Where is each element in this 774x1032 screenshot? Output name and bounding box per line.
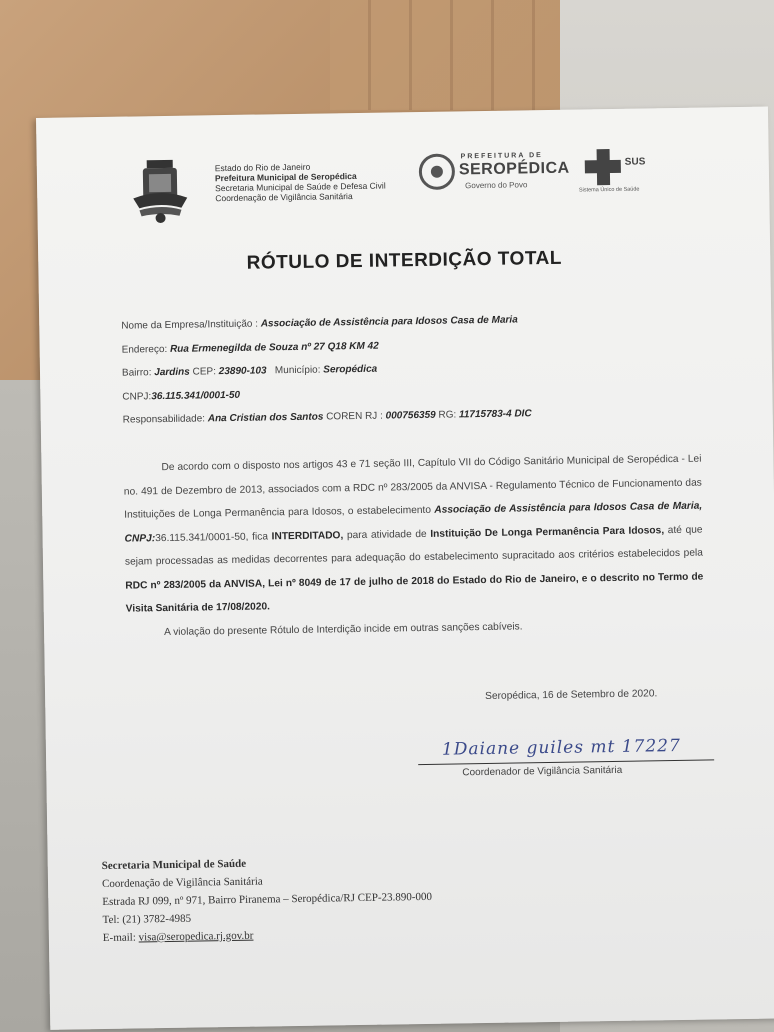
p1-legal-refs: RDC nº 283/2005 da ANVISA, Lei nº 8049 de 17 de julho de 2018 do Estado do Rio de Janeiro, e o descrito no Termo de Visita Sanitária de 17/08/2020. [125,571,704,615]
bairro-value: Jardins [154,366,190,379]
email-link[interactable]: visa@seropedica.rj.gov.br [138,929,254,944]
document-title: RÓTULO DE INTERDIÇÃO TOTAL [246,247,563,274]
header-prefeitura: Prefeitura Municipal de Seropédica [214,170,357,184]
p1-cnpj: 36.115.341/0001-50, fica [155,530,269,544]
municipio-label: Município: [274,364,321,377]
p1-establishment: Associação de Assistência para Idosos Casa de Maria, CNPJ: [124,500,703,545]
empresa-value: Associação de Assistência para Idosos Casa de Maria [260,314,518,330]
header-secretaria: Secretaria Municipal de Saúde e Defesa Civil [215,180,386,194]
document-page [36,107,774,1030]
p1-interditado: INTERDITADO, [271,529,344,542]
folder-background [330,0,560,110]
handwritten-signature: 1Daiane guiles mt 17227 [441,735,682,760]
email-label: E-mail: [102,931,136,945]
empresa-label: Nome da Empresa/Instituição : [121,318,259,332]
bairro-label: Bairro: [121,367,152,379]
interdiction-text [123,448,704,645]
header-state: Estado do Rio de Janeiro [214,161,311,174]
logo-top-text: PREFEITURA DE [460,152,543,161]
logo-name-text: SEROPÉDICA [458,159,570,179]
coren-label: COREN RJ : [326,410,383,423]
coren-value: 000756359 [385,409,436,422]
resp-value: Ana Cristian dos Santos [207,411,324,425]
document-footer [102,852,433,947]
footer-phone: Tel: (21) 3782-4985 [102,912,192,927]
main-paragraph [123,448,704,622]
cnpj-value: 36.115.341/0001-50 [151,389,241,402]
sus-label: SUS [624,156,646,168]
signature-line [418,759,714,765]
municipal-crest-icon [129,158,192,225]
sus-logo [577,148,658,201]
rg-label: RG: [438,409,457,421]
signature-caption: Coordenador de Vigilância Sanitária [462,764,623,779]
municipio-value: Seropédica [323,363,378,376]
cep-label: CEP: [192,366,217,378]
establishment-fields [121,308,532,432]
endereco-label: Endereço: [121,343,168,356]
resp-label: Responsabilidade: [122,413,206,426]
logo-sub-text: Governo do Povo [465,180,528,191]
field-responsavel [123,402,532,432]
sus-cross-icon [585,149,622,186]
footer-address: Estrada RJ 099, nº 971, Bairro Piranema – Seropédica/RJ CEP-23.890-000 [102,890,433,909]
footer-coordenacao: Coordenação de Vigilância Sanitária [101,875,263,891]
document-date: Seropédica, 16 de Setembro de 2020. [485,688,658,703]
p1-activity-intro: para atividade de [346,528,427,541]
prefeitura-emblem-icon [419,153,456,190]
cep-value: 23890-103 [218,365,267,378]
cnpj-label: CNPJ: [122,390,152,403]
p1-measures: até que sejam processadas as medidas decorrentes para adequação do estabelecimento supracitado aos critérios estabelecidos pela [124,524,704,568]
p1-intro: De acordo com o disposto nos artigos 43 e 71 seção III, Capítulo VII do Código Sanitário Municipal de Seropédica - Lei no. 491 de Dezembro de 2013, associados com a RDC nº 283/2005 da ANVISA - Regulamento Técnico de Funcionamento das Instituições de Longa Permanência para Idosos, o estabelecimento [123,453,702,521]
violation-paragraph: A violação do presente Rótulo de Interdição incide em outras sanções cabíveis. [164,620,523,638]
endereco-value: Rua Ermenegilda de Souza nº 27 Q18 KM 42 [169,340,379,355]
sus-subtitle: Sistema Único de Saúde [578,186,640,194]
header-coordenacao: Coordenação de Vigilância Sanitária [215,191,353,204]
p1-activity: Instituição De Longa Permanência Para Idosos, [430,524,665,540]
footer-secretaria: Secretaria Municipal de Saúde [101,857,247,873]
footer-email-row [103,924,433,947]
prefeitura-logo [419,150,570,202]
rg-value: 11715783-4 DIC [458,408,532,421]
header-institution [215,161,386,204]
